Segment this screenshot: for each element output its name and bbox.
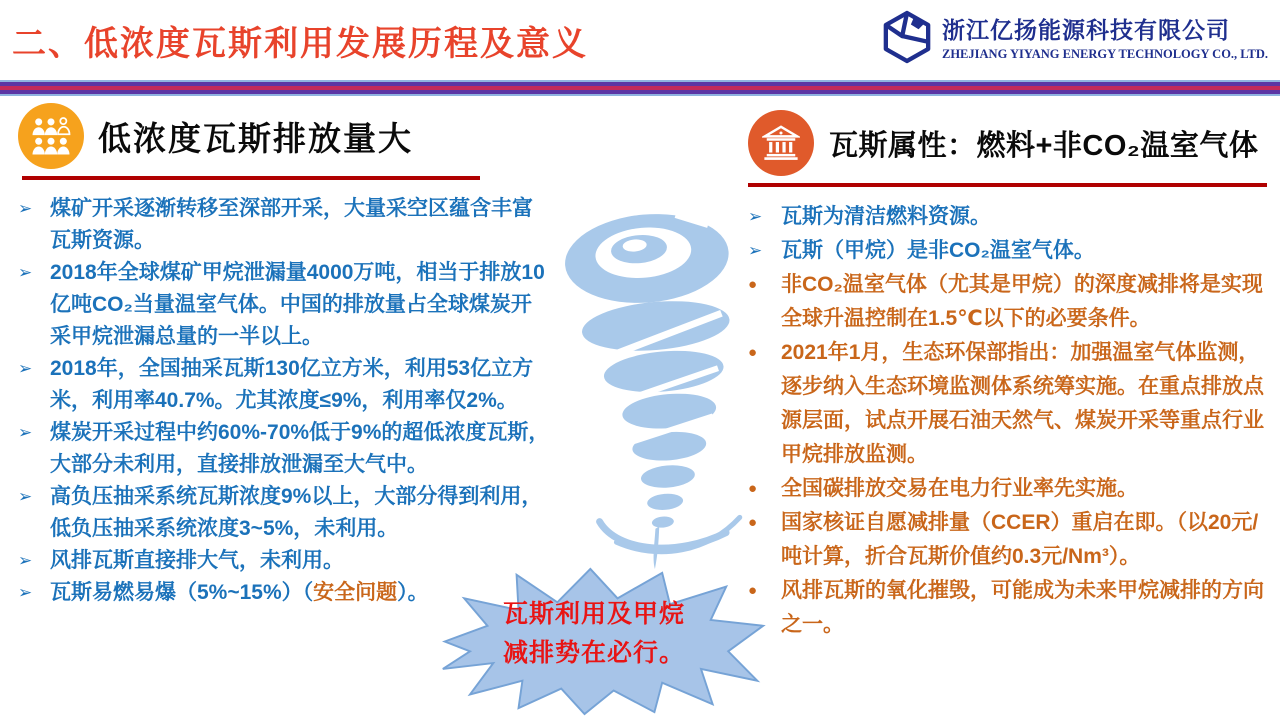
arrow-bullet-icon: ➢ (748, 241, 763, 260)
bullet-text: 2021年1月，生态环保部指出：加强温室气体监测，逐步纳入生态环境监测体系统筹实施。在重点排放点源层面，试点开展石油天然气、煤炭开采等重点行业甲烷排放监测。 (781, 341, 1264, 466)
bullet-text: 煤矿开采逐渐转移至深部开采，大量采空区蕴含丰富瓦斯资源。 (50, 197, 533, 252)
bullet-text-highlight: 安全问题 (313, 581, 398, 604)
dot-bullet-icon: ● (748, 344, 758, 361)
list-item (748, 268, 1267, 336)
left-heading-underline (22, 176, 480, 180)
dot-bullet-icon: ● (748, 514, 758, 531)
right-panel-header (748, 110, 1267, 176)
list-item (18, 353, 550, 417)
bullet-text (50, 577, 550, 609)
arrow-bullet-icon: ➢ (18, 359, 33, 378)
people-group-glyph (28, 114, 74, 158)
bullet-text-pre: 瓦斯易燃易爆（5%~15%）（ (50, 581, 314, 604)
list-item (748, 336, 1267, 472)
left-bullet-list (18, 193, 550, 609)
left-panel (18, 103, 550, 609)
list-item (748, 506, 1267, 574)
page-title: 二、低浓度瓦斯利用发展历程及意义 (12, 25, 588, 63)
list-item (18, 577, 550, 609)
company-name-cn: 浙江亿扬能源科技有限公司 (942, 17, 1230, 43)
right-panel-heading: 瓦斯属性：燃料+非CO₂温室气体 (829, 129, 1259, 162)
callout-line2: 减排势在必行。 (503, 639, 686, 667)
list-item (748, 574, 1267, 642)
title-divider (0, 80, 1280, 96)
bullet-text: 国家核证自愿减排量（CCER）重启在即。（以20元/吨计算，折合瓦斯价值约0.3元/Nm³）。 (781, 511, 1259, 568)
hexagon-logo-icon (882, 10, 932, 64)
bullet-text-post: ）。 (397, 581, 429, 604)
bullet-text: 煤炭开采过程中约60%-70%低于9%的超低浓度瓦斯，大部分未利用，直接排放泄漏至大气中。 (50, 421, 550, 476)
list-item (748, 234, 1267, 268)
right-bullet-list (748, 200, 1267, 642)
list-item (748, 472, 1267, 506)
bank-building-icon (748, 110, 814, 176)
bullet-text: 全国碳排放交易在电力行业率先实施。 (781, 477, 1138, 500)
bullet-text: 2018年，全国抽采瓦斯130亿立方米，利用53亿立方米，利用率40.7%。尤其浓度≤9%，利用率仅2%。 (50, 357, 534, 412)
list-item (18, 257, 550, 353)
company-name-en: ZHEJIANG YIYANG ENERGY TECHNOLOGY CO., LTD. (942, 47, 1268, 61)
company-logo (882, 10, 1268, 64)
bullet-text: 瓦斯为清洁燃料资源。 (781, 205, 991, 228)
list-item (748, 200, 1267, 234)
right-panel (748, 110, 1267, 642)
logo-text (942, 12, 1268, 62)
list-item (18, 545, 550, 577)
arrow-bullet-icon: ➢ (748, 207, 763, 226)
tornado-graphic (543, 186, 773, 586)
left-panel-header (18, 103, 550, 169)
right-heading-underline (748, 183, 1267, 187)
arrow-bullet-icon: ➢ (18, 263, 33, 282)
bullet-text: 2018年全球煤矿甲烷泄漏量4000万吨，相当于排放10亿吨CO₂当量温室气体。中国的排放量占全球煤炭开采甲烷泄漏总量的一半以上。 (50, 261, 545, 348)
list-item (18, 481, 550, 545)
list-item (18, 417, 550, 481)
arrow-bullet-icon: ➢ (18, 487, 33, 506)
list-item (18, 193, 550, 257)
arrow-bullet-icon: ➢ (18, 423, 33, 442)
left-panel-heading: 低浓度瓦斯排放量大 (98, 119, 413, 157)
people-group-icon (18, 103, 84, 169)
callout-line1: 瓦斯利用及甲烷 (503, 600, 686, 628)
bullet-text: 非CO₂温室气体（尤其是甲烷）的深度减排将是实现全球升温控制在1.5℃以下的必要条件。 (781, 273, 1263, 330)
dot-bullet-icon: ● (748, 276, 758, 293)
dot-bullet-icon: ● (748, 480, 758, 497)
arrow-bullet-icon: ➢ (18, 199, 33, 218)
dot-bullet-icon: ● (748, 582, 758, 599)
bullet-text: 瓦斯（甲烷）是非CO₂温室气体。 (781, 239, 1095, 262)
arrow-bullet-icon: ➢ (18, 551, 33, 570)
bullet-text: 高负压抽采系统瓦斯浓度9%以上，大部分得到利用，低负压抽采系统浓度3~5%，未利用。 (50, 485, 543, 540)
bank-building-glyph (762, 124, 800, 162)
bullet-text: 风排瓦斯直接排大气，未利用。 (50, 549, 344, 572)
arrow-bullet-icon: ➢ (18, 583, 33, 602)
bullet-text: 风排瓦斯的氧化摧毁，可能成为未来甲烷减排的方向之一。 (781, 579, 1264, 636)
